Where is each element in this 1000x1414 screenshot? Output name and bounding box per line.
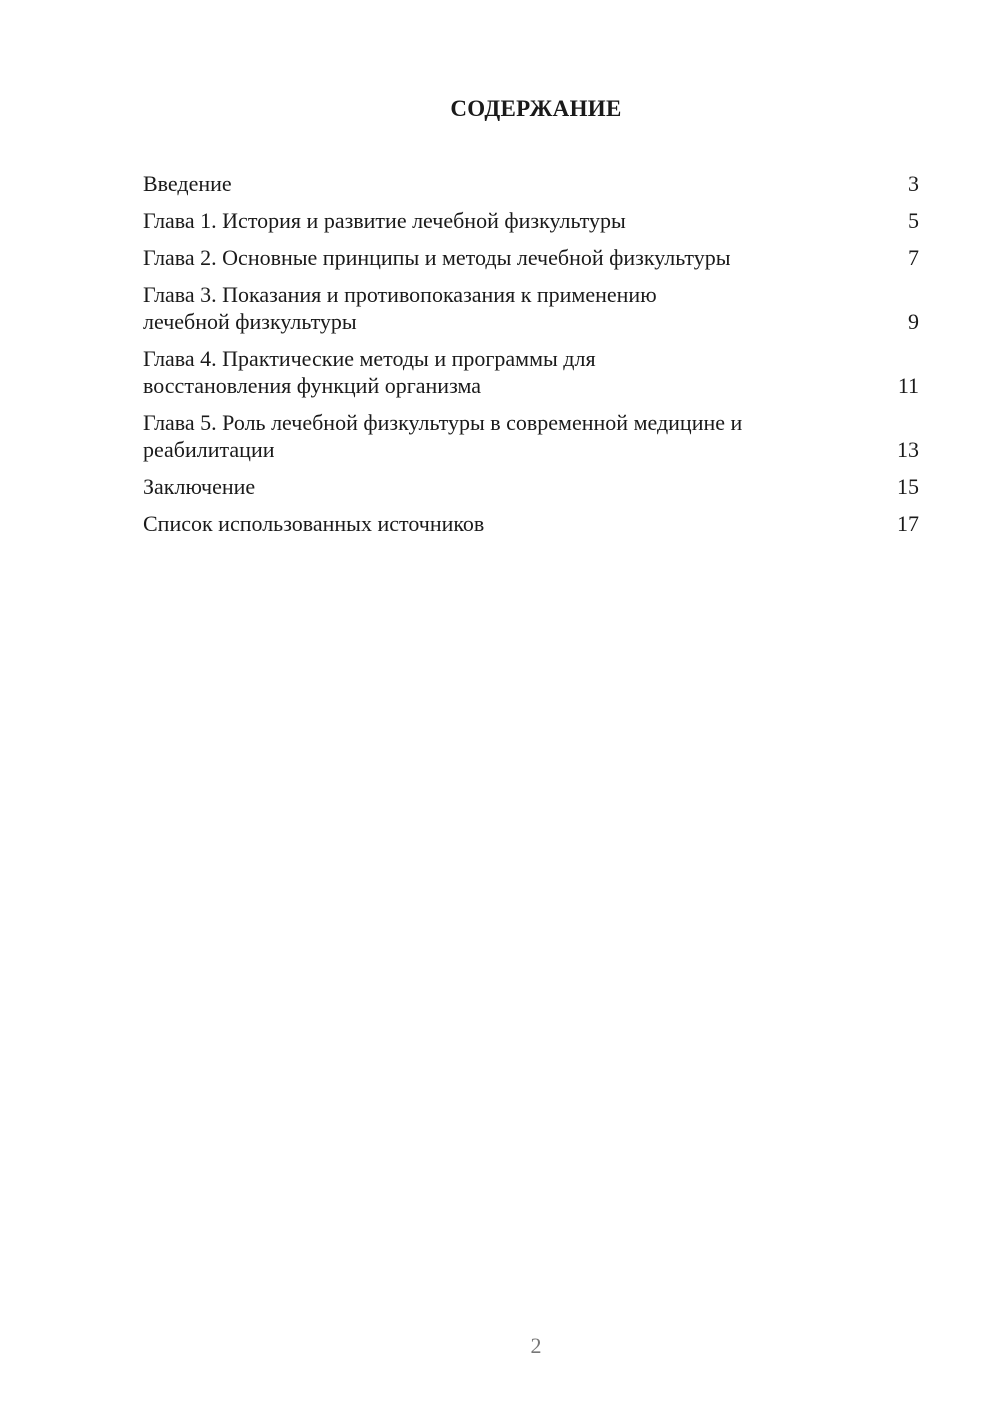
toc-entry-references <box>143 510 919 537</box>
toc-entry-page: 7 <box>908 245 919 270</box>
toc-entry-title: Глава 4. Практические методы и программы для восстановления функций организма <box>143 346 596 398</box>
toc-entry-conclusion <box>143 473 919 500</box>
toc-entry-title: Глава 1. История и развитие лечебной физкультуры <box>143 208 626 233</box>
toc-entry-title: Список использованных источников <box>143 511 485 536</box>
toc-entry-page: 3 <box>908 171 919 196</box>
toc-entry-page: 11 <box>897 373 919 398</box>
toc-entry-title: Глава 5. Роль лечебной физкультуры в современной медицине и реабилитации <box>143 410 743 462</box>
toc-entry-title: Глава 2. Основные принципы и методы лечебной физкультуры <box>143 245 731 270</box>
page-number: 2 <box>530 1333 542 1358</box>
toc-entry-page: 13 <box>897 437 919 462</box>
toc-entry-page: 5 <box>908 208 919 233</box>
toc-entry-chapter-2 <box>143 244 919 271</box>
toc-entry-chapter-4 <box>143 345 919 399</box>
toc-entry-title: Заключение <box>143 474 256 499</box>
toc-entry-chapter-3 <box>143 281 919 335</box>
toc-entry-introduction <box>143 170 919 197</box>
toc-entry-page: 15 <box>897 474 919 499</box>
toc-entry-page: 9 <box>908 309 919 334</box>
page-title: СОДЕРЖАНИЕ <box>450 96 622 121</box>
table-of-contents <box>143 170 919 547</box>
toc-entry-chapter-1 <box>143 207 919 234</box>
toc-entry-page: 17 <box>897 511 919 536</box>
toc-entry-title: Введение <box>143 171 232 196</box>
toc-entry-title: Глава 3. Показания и противопоказания к применению лечебной физкультуры <box>143 282 657 334</box>
toc-entry-chapter-5 <box>143 409 919 463</box>
